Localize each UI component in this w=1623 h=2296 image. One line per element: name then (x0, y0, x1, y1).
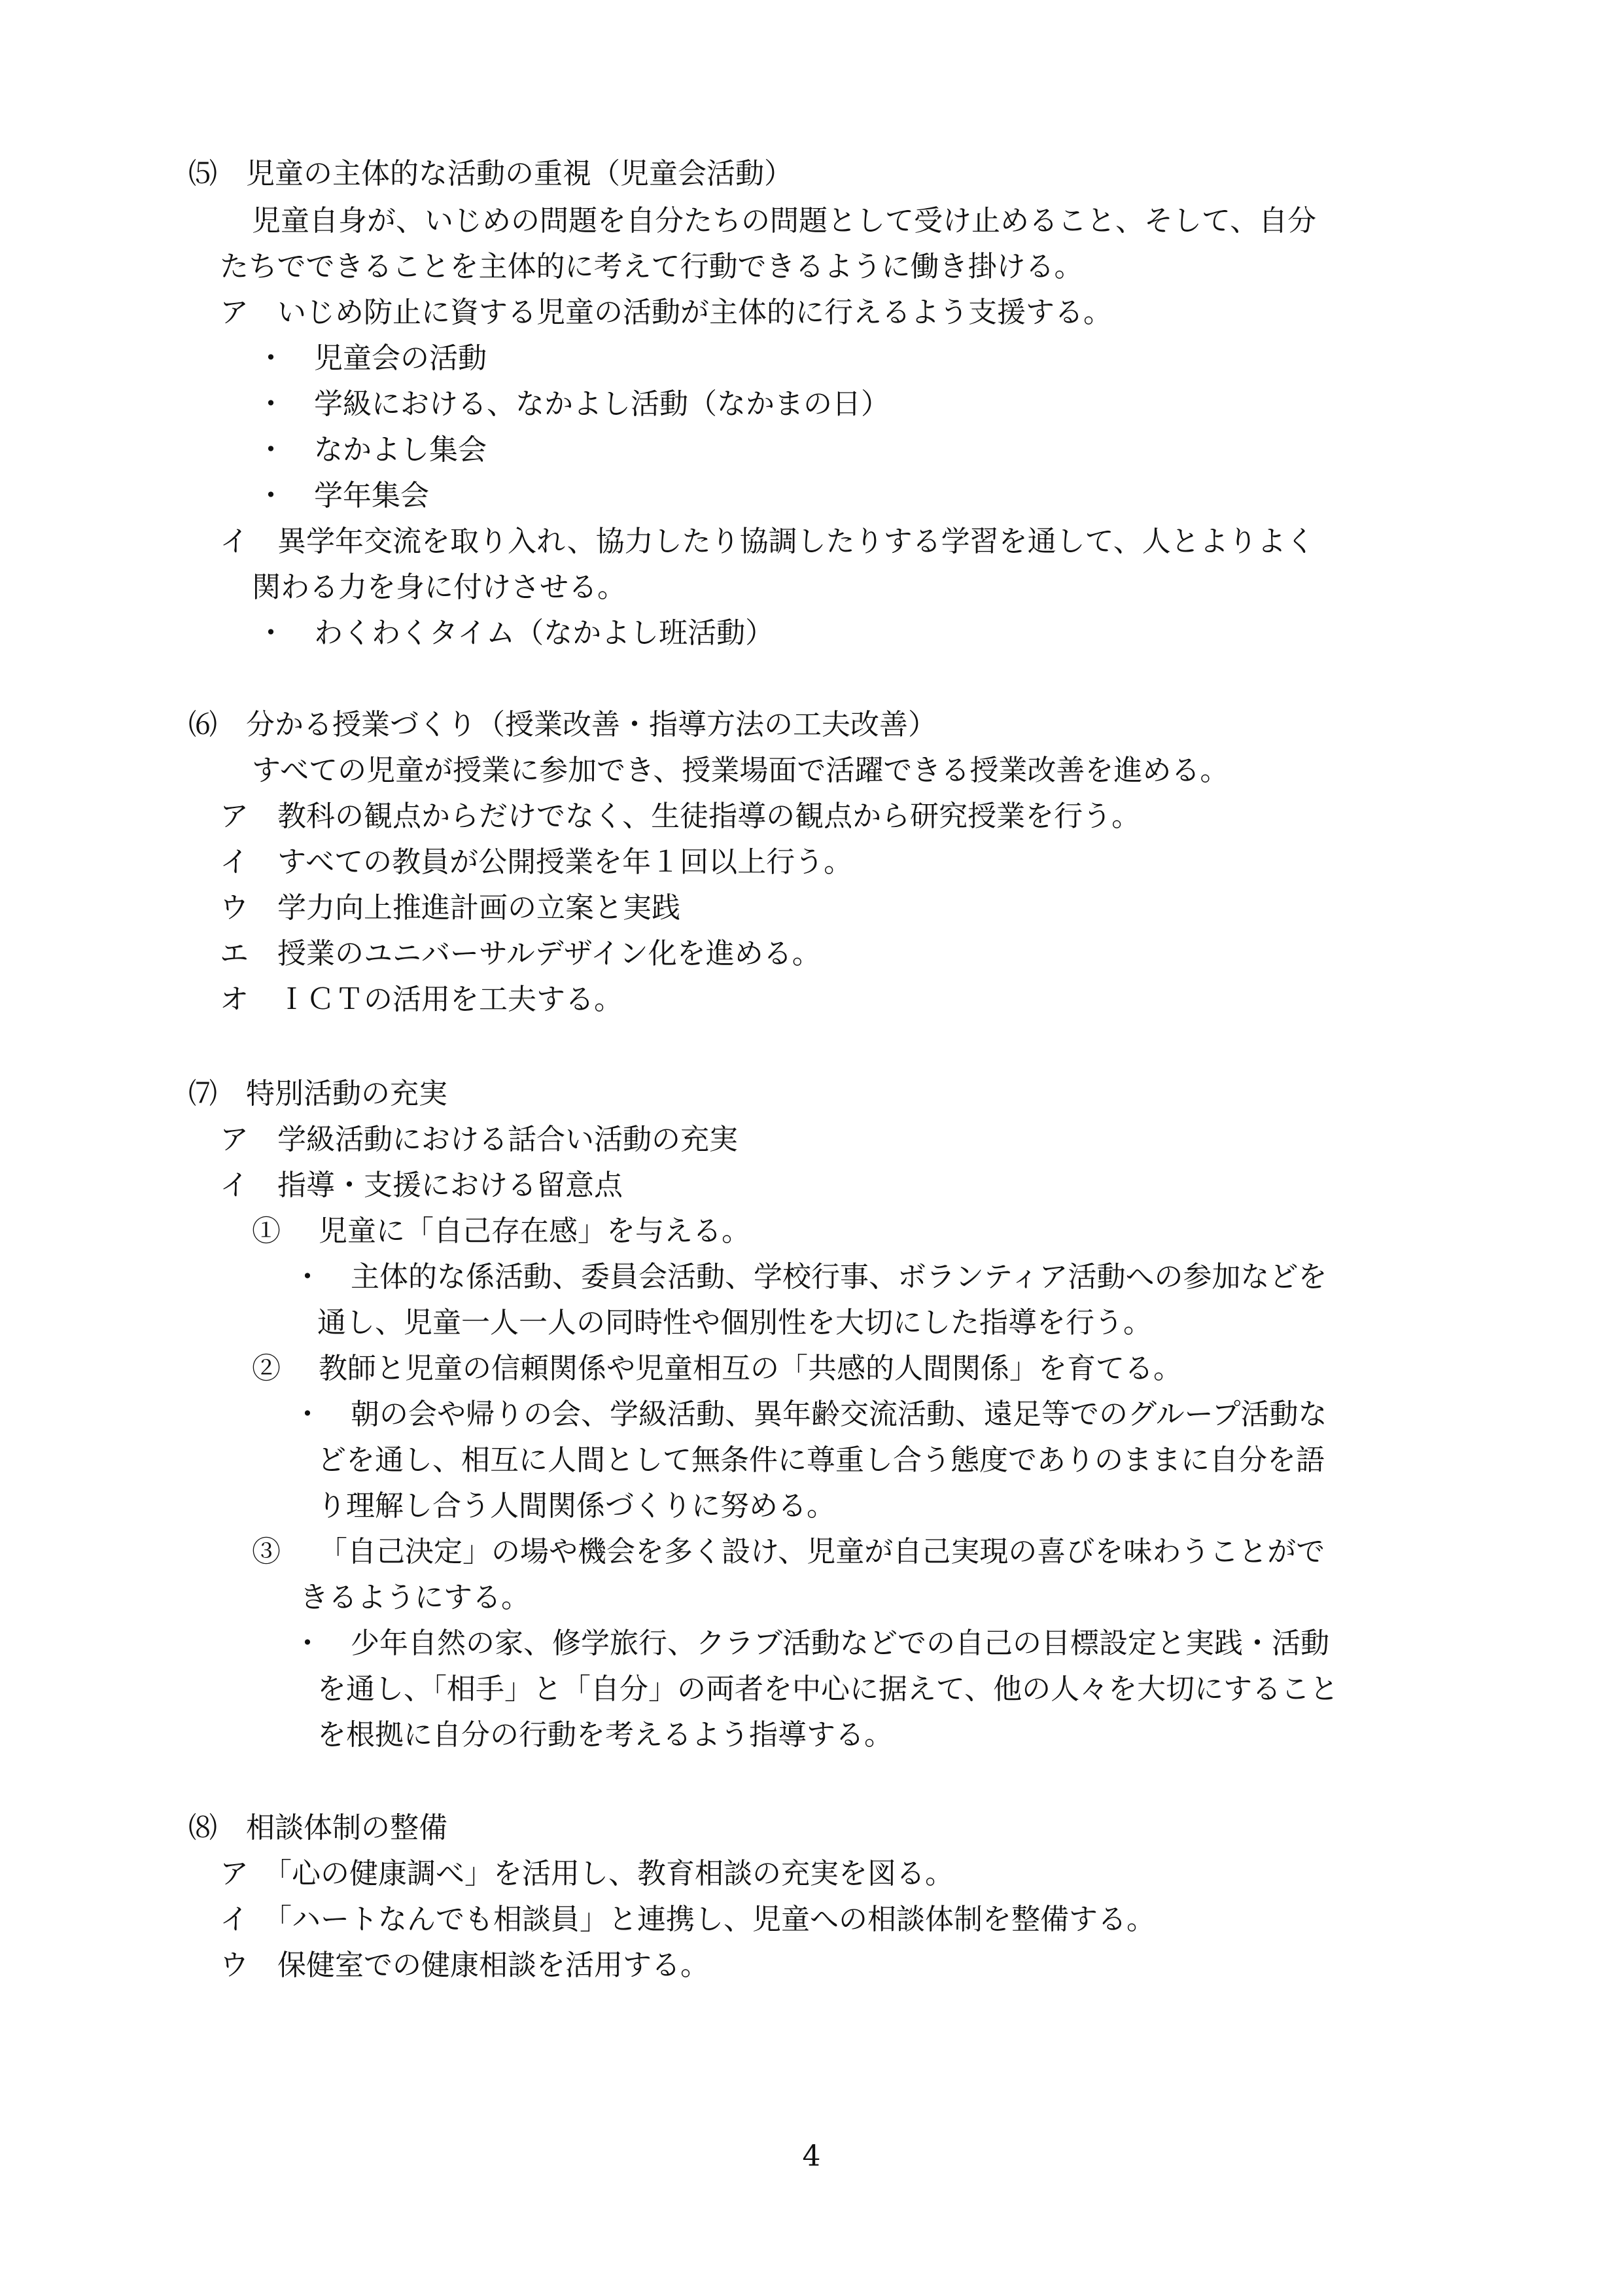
list-item: ア 「心の健康調べ」を活用し、教育相談の充実を図る。 (220, 1857, 954, 1890)
bullet-item: ・ わくわくタイム（なかよし班活動） (256, 616, 775, 650)
list-item-continuation: どを通し、相互に人間として無条件に尊重し合う態度でありのままに自分を語 (317, 1443, 1325, 1477)
section-intro-line: たちでできることを主体的に考えて行動できるように働き掛ける。 (220, 250, 1083, 283)
list-item: イ すべての教員が公開授業を年１回以上行う。 (220, 845, 853, 879)
section-intro-line: 児童自身が、いじめの問題を自分たちの問題として受け止めること、そして、自分 (252, 204, 1317, 238)
numbered-item: ② 教師と児童の信頼関係や児童相互の「共感的人間関係」を育てる。 (252, 1352, 1182, 1385)
list-item: イ 異学年交流を取り入れ、協力したり協調したりする学習を通して、人とよりよく (220, 525, 1315, 558)
list-item: イ 指導・支援における留意点 (220, 1169, 623, 1202)
numbered-item: ① 児童に「自己存在感」を与える。 (252, 1214, 750, 1248)
bullet-item: ・ 学級における、なかよし活動（なかまの日） (256, 387, 890, 421)
bullet-item: ・ 朝の会や帰りの会、学級活動、異年齢交流活動、遠足等でのグループ活動な (293, 1398, 1327, 1431)
list-item: ウ 学力向上推進計画の立案と実践 (220, 891, 680, 925)
section-heading: ⑹ 分かる授業づくり（授業改善・指導方法の工夫改善） (188, 708, 937, 741)
list-item-continuation: を根拠に自分の行動を考えるよう指導する。 (317, 1718, 893, 1752)
list-item-continuation: 通し、児童一人一人の同時性や個別性を大切にした指導を行う。 (317, 1306, 1152, 1339)
list-item-continuation: 関わる力を身に付けさせる。 (252, 571, 626, 604)
bullet-item: ・ 学年集会 (256, 479, 429, 512)
list-item: ア いじめ防止に資する児童の活動が主体的に行えるよう支援する。 (220, 296, 1112, 329)
section-heading: ⑸ 児童の主体的な活動の重視（児童会活動） (188, 157, 793, 190)
section-heading: ⑺ 特別活動の充実 (188, 1077, 447, 1110)
list-item: ア 教科の観点からだけでなく、生徒指導の観点から研究授業を行う。 (220, 800, 1141, 833)
list-item-continuation: きるようにする。 (300, 1581, 530, 1614)
section-intro-line: すべての児童が授業に参加でき、授業場面で活躍できる授業改善を進める。 (252, 754, 1229, 787)
bullet-item: ・ 児童会の活動 (256, 342, 487, 375)
list-item-continuation: を通し、「相手」と「自分」の両者を中心に据えて、他の人々を大切にすること (317, 1672, 1339, 1706)
bullet-item: ・ 主体的な係活動、委員会活動、学校行事、ボランティア活動への参加などを (293, 1260, 1327, 1294)
list-item: オ ＩＣＴの活用を工夫する。 (220, 983, 623, 1016)
list-item: エ 授業のユニバーサルデザイン化を進める。 (220, 937, 821, 970)
page-number: 4 (802, 2140, 821, 2173)
list-item: ア 学級活動における話合い活動の充実 (220, 1123, 738, 1156)
list-item: ウ 保健室での健康相談を活用する。 (220, 1949, 709, 1982)
bullet-item: ・ 少年自然の家、修学旅行、クラブ活動などでの自己の目標設定と実践・活動 (293, 1627, 1329, 1660)
bullet-item: ・ なかよし集会 (256, 433, 487, 467)
list-item: イ 「ハートなんでも相談員」と連携し、児童への相談体制を整備する。 (220, 1903, 1155, 1936)
section-heading: ⑻ 相談体制の整備 (188, 1811, 447, 1845)
list-item-continuation: り理解し合う人間関係づくりに努める。 (317, 1489, 835, 1523)
numbered-item: ③ 「自己決定」の場や機会を多く設け、児童が自己実現の喜びを味わうことがで (252, 1535, 1325, 1568)
